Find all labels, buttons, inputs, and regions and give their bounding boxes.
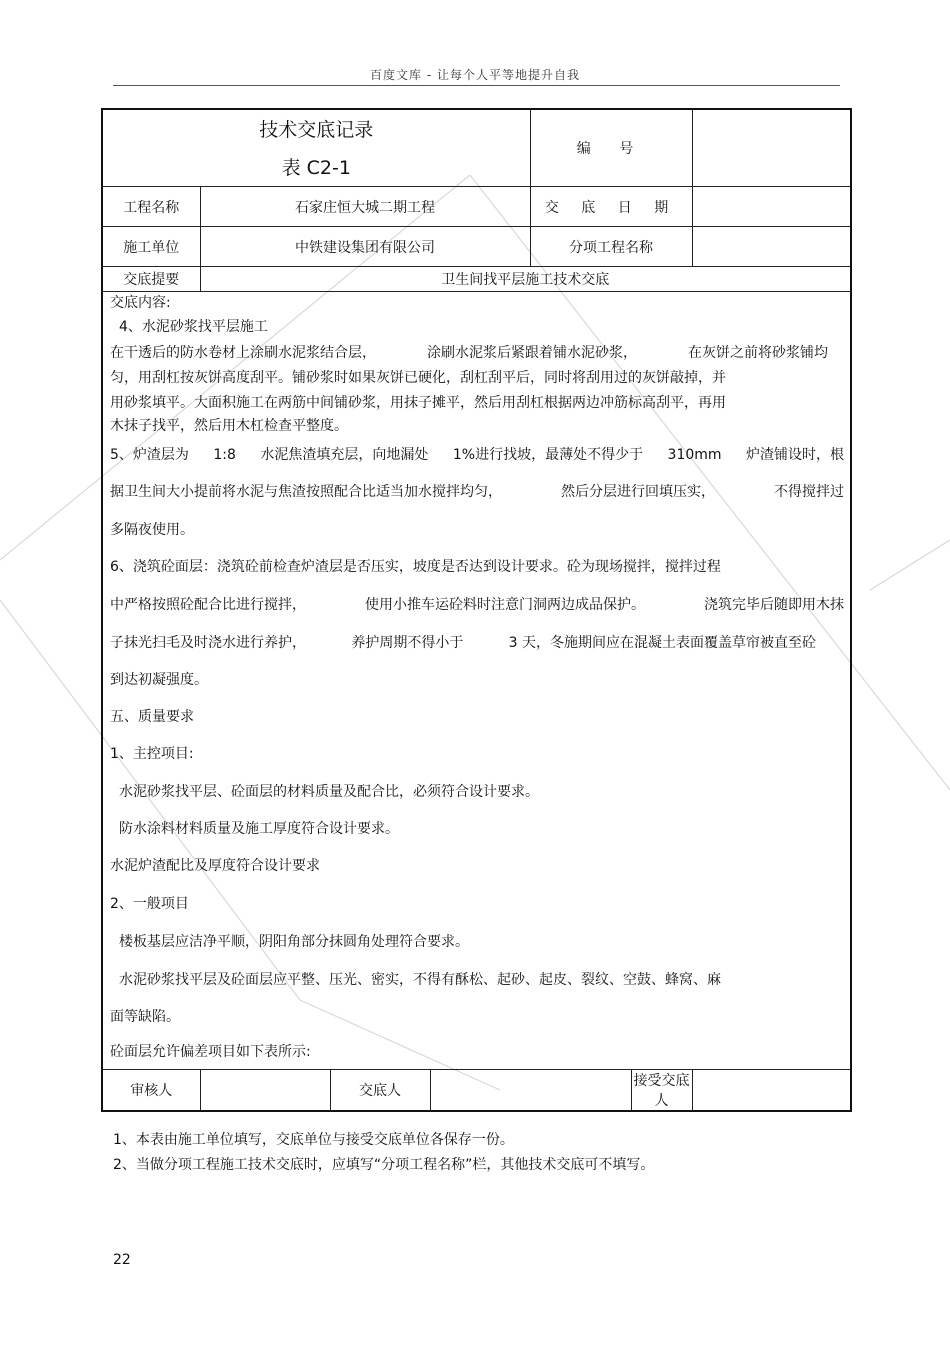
general-items-title: 2、一般项目 [110,896,189,912]
main-control-item-3: 水泥炉渣配比及厚度符合设计要求 [110,858,320,874]
text-segment: 子抹光扫毛及时浇水进行养护， [110,635,306,651]
section-4-line-3: 用砂浆填平。大面积施工在两筋中间铺砂浆，用抹子摊平，然后用刮杠根据两边冲筋标高刮平，再用 [110,395,726,411]
section-6-line-1: 6、浇筑砼面层：浇筑砼前检查炉渣层是否压实，坡度是否达到设计要求。砼为现场搅拌，搅拌过程 [110,559,721,575]
receiver-label: 接受交底人 [631,1070,692,1112]
text-segment: 不得搅拌过 [774,484,845,500]
section-4-title: 4、水泥砂浆找平层施工 [119,319,268,335]
number-label: 编 号 [530,109,692,187]
main-control-title: 1、主控项目: [110,746,194,762]
text-segment: 在干透后的防水卷材上涂刷水泥浆结合层， [110,345,376,361]
summary-label: 交底提要 [102,267,200,292]
text-segment: 3 天，冬施期间应在混凝土表面覆盖草帘被直至砼 [508,635,817,651]
header-divider [113,85,840,86]
contractor-label: 施工单位 [102,227,200,267]
text-segment: 310mm [667,447,722,463]
page-header: 百度文库 - 让每个人平等地提升自我 [370,68,580,82]
section-5-line-1 [110,437,844,473]
discloser-field[interactable] [430,1070,631,1112]
text-segment: 浇筑完毕后随即用木抹 [704,597,845,613]
disclosure-content-cell [102,292,851,1070]
text-segment: 5、炉渣层为 [110,447,189,463]
general-item-2: 水泥砂浆找平层及砼面层应平整、压光、密实，不得有酥松、起砂、起皮、裂纹、空鼓、蜂窝、麻 [119,972,721,988]
reviewer-label: 审核人 [102,1070,200,1112]
footnotes [113,1128,654,1178]
page-number: 22 [113,1252,131,1268]
text-segment: 使用小推车运砼料时注意门洞两边成品保护。 [365,597,646,613]
section-6-line-4: 到达初凝强度。 [110,672,208,688]
text-segment: 1:8 [213,447,236,463]
text-segment: 在灰饼之前将砂浆铺均 [688,345,829,361]
section-6-line-3 [110,624,844,662]
general-item-1: 楼板基层应洁净平顺，阴阳角部分抹圆角处理符合要求。 [119,934,469,950]
sub-project-label: 分项工程名称 [530,227,692,267]
main-control-item-1: 水泥砂浆找平层、砼面层的材料质量及配合比，必须符合设计要求。 [119,784,539,800]
text-segment: 然后分层进行回填压实， [561,484,716,500]
general-item-2-cont: 面等缺陷。 [110,1009,180,1025]
text-segment: 养护周期不得小于 [351,635,464,651]
form-code: 表 C2-1 [281,157,351,179]
quality-title: 五、质量要求 [110,709,194,725]
discloser-label: 交底人 [330,1070,430,1112]
section-5-line-2 [110,473,844,511]
section-4-line-2: 匀，用刮杠按灰饼高度刮平。铺砂浆时如果灰饼已硬化，刮杠刮平后，同时将刮用过的灰饼敲掉，并 [110,370,726,386]
disclosure-content [110,292,844,1069]
form-title: 技术交底记录 [259,119,374,141]
main-control-item-2: 防水涂料材料质量及施工厚度符合设计要求。 [119,821,399,837]
footnote-1: 1、本表由施工单位填写，交底单位与接受交底单位各保存一份。 [113,1132,514,1148]
text-segment: 涂刷水泥浆后紧跟着铺水泥砂浆， [427,345,638,361]
date-label: 交 底 日 期 [530,187,692,227]
text-segment: 炉渣铺设时，根 [746,447,845,463]
number-field[interactable] [692,109,851,187]
reviewer-field[interactable] [200,1070,330,1112]
section-4-line-4: 木抹子找平，然后用木杠检查平整度。 [110,418,348,434]
section-4-line-1 [110,340,844,366]
disclosure-record-form [101,108,852,1112]
project-name-value: 石家庄恒大城二期工程 [200,187,530,227]
text-segment: 据卫生间大小提前将水泥与焦渣按照配合比适当加水搅拌均匀， [110,484,502,500]
section-5-line-3: 多隔夜使用。 [110,522,194,538]
receiver-field[interactable] [692,1070,851,1112]
text-segment: 中严格按照砼配合比进行搅拌， [110,597,306,613]
section-6-line-2 [110,586,844,624]
footnote-2: 2、当做分项工程施工技术交底时，应填写“分项工程名称”栏，其他技术交底可不填写。 [113,1157,655,1173]
text-segment: 1%进行找坡，最薄处不得少于 [452,447,644,463]
tolerance-intro: 砼面层允许偏差项目如下表所示: [110,1044,311,1060]
date-field[interactable] [692,187,851,227]
contractor-value: 中铁建设集团有限公司 [200,227,530,267]
content-heading: 交底内容: [110,295,171,311]
form-title-cell [102,109,530,187]
sub-project-field[interactable] [692,227,851,267]
summary-value: 卫生间找平层施工技术交底 [200,267,851,292]
text-segment: 水泥焦渣填充层，向地漏处 [260,447,429,463]
project-name-label: 工程名称 [102,187,200,227]
